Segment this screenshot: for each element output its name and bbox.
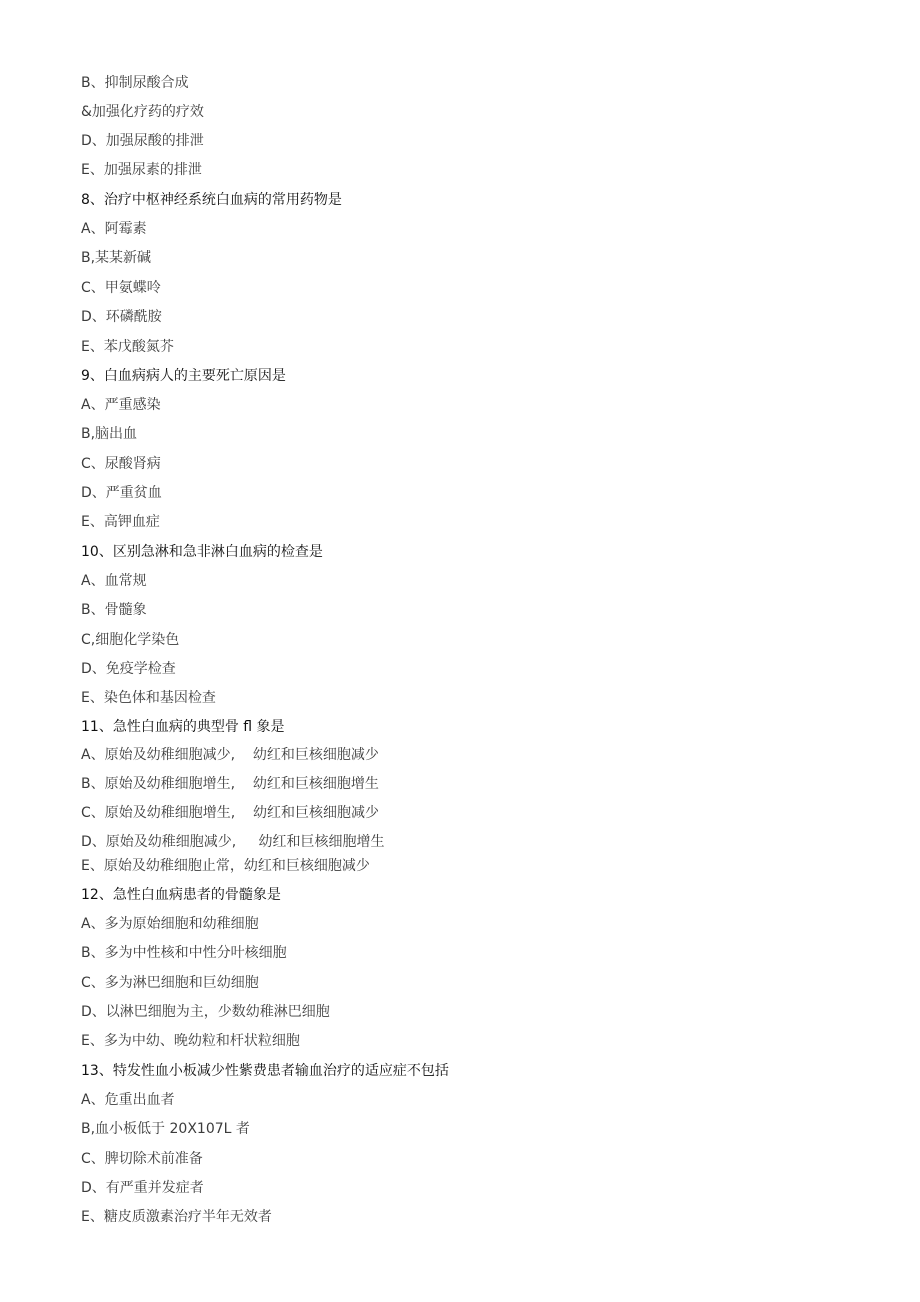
option-line: C、尿酸肾病 bbox=[81, 456, 161, 472]
option-line: B、骨髓象 bbox=[81, 602, 147, 618]
option-line: A、严重感染 bbox=[81, 397, 161, 413]
option-line: A、多为原始细胞和幼稚细胞 bbox=[81, 916, 259, 932]
question-line: 12、急性白血病患者的骨髓象是 bbox=[81, 887, 281, 903]
option-line: E、高钾血症 bbox=[81, 514, 160, 530]
option-line: C、甲氨蝶呤 bbox=[81, 280, 161, 296]
option-line: &加强化疗药的疗效 bbox=[81, 104, 204, 120]
option-line: A、危重出血者 bbox=[81, 1092, 175, 1108]
option-line: E、苯戊酸氮芥 bbox=[81, 339, 174, 355]
option-line: A、血常规 bbox=[81, 573, 147, 589]
option-line: B,血小板低于 20X107L 者 bbox=[81, 1121, 250, 1137]
option-line: D、环磷酰胺 bbox=[81, 309, 162, 325]
option-line: C、多为淋巴细胞和巨幼细胞 bbox=[81, 975, 259, 991]
question-line: 10、区别急淋和急非淋白血病的检查是 bbox=[81, 544, 323, 560]
option-line: A、原始及幼稚细胞减少, 幼红和巨核细胞减少 bbox=[81, 747, 379, 763]
option-line: E、糖皮质激素治疗半年无效者 bbox=[81, 1209, 272, 1225]
question-line: 8、治疗中枢神经系统白血病的常用药物是 bbox=[81, 192, 342, 208]
question-line: 11、急性白血病的典型骨 fl 象是 bbox=[81, 719, 285, 735]
option-line: E、原始及幼稚细胞止常，幼红和巨核细胞减少 bbox=[81, 858, 370, 874]
option-line: B、原始及幼稚细胞增生, 幼红和巨核细胞增生 bbox=[81, 776, 379, 792]
option-line: B,脑出血 bbox=[81, 426, 138, 442]
option-line: E、多为中幼、晚幼粒和杆状粒细胞 bbox=[81, 1033, 300, 1049]
option-line: C、原始及幼稚细胞增生, 幼红和巨核细胞减少 bbox=[81, 805, 380, 821]
option-line: B、多为中性核和中性分叶核细胞 bbox=[81, 945, 287, 961]
option-line: A、阿霉素 bbox=[81, 221, 147, 237]
option-line: E、染色体和基因检查 bbox=[81, 690, 216, 706]
option-line: D、原始及幼稚细胞减少, 幼红和巨核细胞增生 bbox=[81, 834, 385, 850]
option-line: D、有严重并发症者 bbox=[81, 1180, 204, 1196]
option-line: B、抑制尿酸合成 bbox=[81, 75, 189, 91]
option-line: D、严重贫血 bbox=[81, 485, 162, 501]
question-line: 13、特发性血小板减少性紫费患者输血治疗的适应症不包括 bbox=[81, 1063, 449, 1079]
option-line: D、以淋巴细胞为主，少数幼稚淋巴细胞 bbox=[81, 1004, 330, 1020]
question-line: 9、白血病病人的主要死亡原因是 bbox=[81, 368, 286, 384]
option-line: D、加强尿酸的排泄 bbox=[81, 133, 204, 149]
option-line: B,某某新碱 bbox=[81, 250, 152, 266]
option-line: C,细胞化学染色 bbox=[81, 632, 180, 648]
option-line: D、免疫学检查 bbox=[81, 661, 176, 677]
option-line: E、加强尿素的排泄 bbox=[81, 162, 202, 178]
option-line: C、脾切除术前准备 bbox=[81, 1151, 203, 1167]
